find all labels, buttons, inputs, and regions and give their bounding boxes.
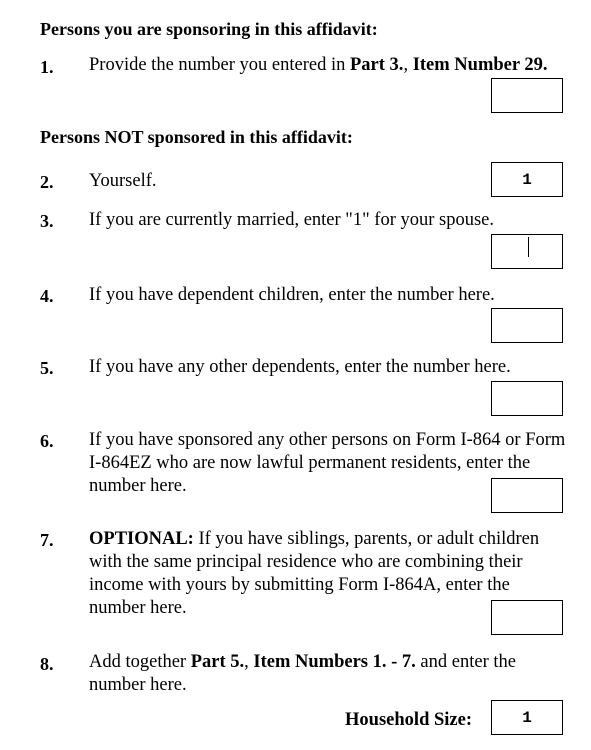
item-number-5: 5. [40,358,54,378]
item-number-1: 1. [40,57,54,77]
item-text-2: Yourself. [89,171,157,191]
item-8-text-b: , [244,652,254,672]
item-text-4: If you have dependent children, enter the number here. [89,285,495,305]
text-cursor [528,237,529,257]
item-text-7 [89,528,559,620]
item-3-input[interactable] [491,234,563,269]
item-number-2: 2. [40,172,54,192]
optional-label: OPTIONAL: [89,529,194,549]
item-number-8: 8. [40,654,54,674]
item-number-4: 4. [40,286,54,306]
item-text-8 [89,651,574,697]
item-6-input[interactable] [491,478,563,513]
item-1-text-a: Provide the number you entered in [89,55,350,75]
household-size-input[interactable] [491,700,563,735]
item-5-input[interactable] [491,381,563,416]
item-number-6: 6. [40,431,54,451]
item-4-input[interactable] [491,308,563,343]
household-size-label: Household Size: [345,710,472,730]
item-8-part-ref: Part 5. [190,652,245,672]
item-text-5: If you have any other dependents, enter the number here. [89,357,511,377]
item-1-item-ref: Item Number 29. [412,55,548,75]
item-7-text: If you have siblings, parents, or adult children with the same principal residence who are combining their income with yours by submitting Form I-864A, enter the number here. [89,529,540,618]
section-heading-not-sponsored: Persons NOT sponsored in this affidavit: [40,127,353,147]
item-8-text-c: and enter the number here. [89,652,516,695]
item-1-text-b: , [403,55,413,75]
item-1-part-ref: Part 3. [350,55,404,75]
item-8-item-ref: Item Numbers 1. - 7. [253,652,416,672]
item-text-6: If you have sponsored any other persons on Form I-864 or Form I-864EZ who are now lawful permanent residents, enter the number here. [89,430,566,496]
item-number-7: 7. [40,530,54,550]
item-number-3: 3. [40,211,54,231]
item-2-input[interactable] [491,162,563,197]
item-7-input[interactable] [491,600,563,635]
item-8-text-a: Add together [89,652,191,672]
item-1-input[interactable] [491,78,563,113]
item-text-3: If you are currently married, enter "1" for your spouse. [89,210,494,230]
item-text-1 [89,54,569,77]
section-heading-sponsoring: Persons you are sponsoring in this affidavit: [40,19,378,39]
